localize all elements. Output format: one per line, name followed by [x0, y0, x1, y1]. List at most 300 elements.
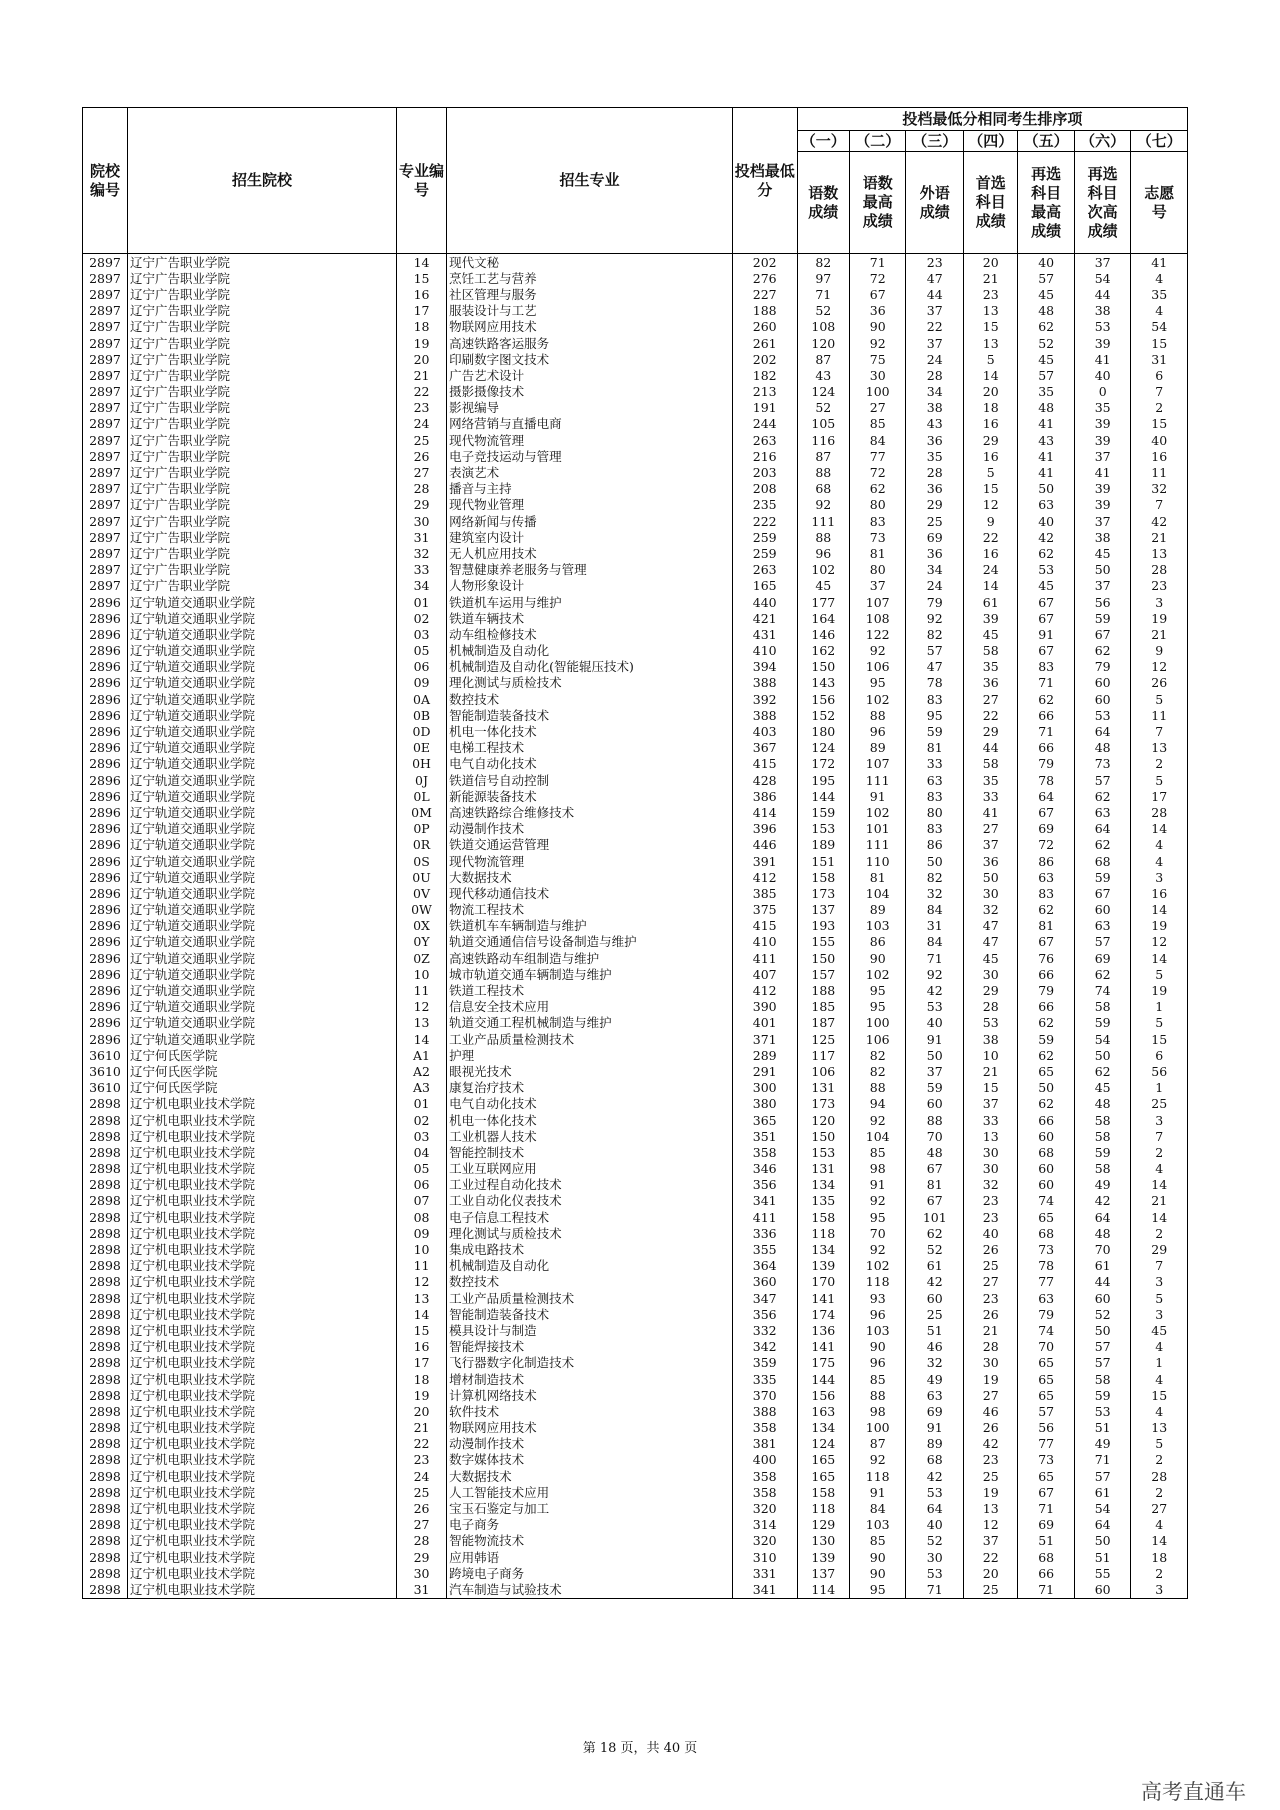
cell-major-code: 17: [396, 303, 446, 319]
cell-min-score: 263: [732, 562, 797, 578]
cell-score-chinese-math-max: 84: [849, 1500, 906, 1516]
cell-min-score: 386: [732, 788, 797, 804]
cell-score-foreign: 29: [906, 497, 964, 513]
cell-major-name: 工业自动化仪表技术: [447, 1193, 733, 1209]
cell-score-chinese-math: 137: [797, 1565, 849, 1581]
cell-score-elective-second: 45: [1074, 545, 1131, 561]
cell-preference-no: 4: [1131, 270, 1188, 286]
cell-score-chinese-math-max: 104: [849, 1128, 906, 1144]
cell-score-chinese-math-max: 104: [849, 885, 906, 901]
cell-score-elective-second: 62: [1074, 837, 1131, 853]
cell-score-elective-max: 50: [1018, 481, 1075, 497]
cell-score-first-subject: 15: [964, 319, 1018, 335]
cell-preference-no: 21: [1131, 529, 1188, 545]
table-row: [83, 643, 1188, 659]
cell-major-name: 数字媒体技术: [447, 1452, 733, 1468]
cell-major-name: 智能制造装备技术: [447, 1306, 733, 1322]
table-row: [83, 788, 1188, 804]
cell-score-elective-second: 51: [1074, 1420, 1131, 1436]
cell-score-chinese-math-max: 92: [849, 1241, 906, 1257]
table-row: [83, 610, 1188, 626]
cell-major-name: 现代物流管理: [447, 853, 733, 869]
cell-score-first-subject: 37: [964, 1096, 1018, 1112]
cell-school-name: 辽宁轨道交通职业学院: [127, 723, 396, 739]
cell-preference-no: 45: [1131, 1322, 1188, 1338]
cell-score-first-subject: 58: [964, 643, 1018, 659]
cell-score-foreign: 34: [906, 562, 964, 578]
cell-school-name: 辽宁广告职业学院: [127, 351, 396, 367]
cell-score-chinese-math: 134: [797, 1420, 849, 1436]
cell-score-elective-second: 60: [1074, 1290, 1131, 1306]
cell-preference-no: 1: [1131, 999, 1188, 1015]
header-min-score: 投档最低分: [732, 108, 797, 254]
cell-preference-no: 15: [1131, 416, 1188, 432]
cell-major-name: 人物形象设计: [447, 578, 733, 594]
cell-min-score: 401: [732, 1015, 797, 1031]
cell-score-chinese-math-max: 89: [849, 740, 906, 756]
cell-score-elective-max: 65: [1018, 1387, 1075, 1403]
cell-score-elective-max: 45: [1018, 286, 1075, 302]
cell-score-chinese-math: 131: [797, 1080, 849, 1096]
cell-score-chinese-math: 153: [797, 821, 849, 837]
cell-score-elective-second: 59: [1074, 1015, 1131, 1031]
cell-score-elective-second: 48: [1074, 1096, 1131, 1112]
cell-score-chinese-math: 92: [797, 497, 849, 513]
cell-major-name: 智能焊接技术: [447, 1339, 733, 1355]
cell-score-chinese-math-max: 90: [849, 1565, 906, 1581]
cell-score-elective-second: 54: [1074, 270, 1131, 286]
cell-school-name: 辽宁广告职业学院: [127, 286, 396, 302]
cell-preference-no: 4: [1131, 1339, 1188, 1355]
cell-score-chinese-math-max: 84: [849, 432, 906, 448]
cell-preference-no: 5: [1131, 772, 1188, 788]
cell-score-chinese-math: 124: [797, 384, 849, 400]
cell-school-name: 辽宁轨道交通职业学院: [127, 1031, 396, 1047]
cell-score-first-subject: 29: [964, 723, 1018, 739]
cell-school-code: 2896: [83, 918, 128, 934]
cell-school-name: 辽宁广告职业学院: [127, 578, 396, 594]
cell-score-elective-max: 63: [1018, 869, 1075, 885]
cell-major-code: 26: [396, 1500, 446, 1516]
cell-score-foreign: 32: [906, 885, 964, 901]
cell-score-foreign: 40: [906, 1517, 964, 1533]
cell-major-name: 印刷数字图文技术: [447, 351, 733, 367]
cell-min-score: 375: [732, 902, 797, 918]
cell-min-score: 364: [732, 1258, 797, 1274]
cell-score-foreign: 71: [906, 950, 964, 966]
cell-school-code: 2898: [83, 1306, 128, 1322]
cell-score-chinese-math-max: 98: [849, 1161, 906, 1177]
cell-score-elective-max: 67: [1018, 594, 1075, 610]
cell-major-name: 高速铁路客运服务: [447, 335, 733, 351]
cell-score-chinese-math-max: 96: [849, 1306, 906, 1322]
table-row: [83, 982, 1188, 998]
cell-score-foreign: 68: [906, 1452, 964, 1468]
cell-major-name: 铁道工程技术: [447, 982, 733, 998]
cell-score-foreign: 46: [906, 1339, 964, 1355]
cell-score-first-subject: 50: [964, 869, 1018, 885]
cell-min-score: 222: [732, 513, 797, 529]
cell-school-name: 辽宁轨道交通职业学院: [127, 610, 396, 626]
cell-score-elective-max: 43: [1018, 432, 1075, 448]
cell-score-elective-max: 59: [1018, 1031, 1075, 1047]
cell-score-chinese-math-max: 103: [849, 1517, 906, 1533]
cell-major-code: 0V: [396, 885, 446, 901]
cell-score-foreign: 86: [906, 837, 964, 853]
cell-score-first-subject: 29: [964, 432, 1018, 448]
table-row: [83, 659, 1188, 675]
cell-major-name: 城市轨道交通车辆制造与维护: [447, 966, 733, 982]
cell-score-elective-second: 60: [1074, 675, 1131, 691]
cell-major-code: 29: [396, 497, 446, 513]
cell-score-chinese-math-max: 88: [849, 1387, 906, 1403]
cell-score-elective-second: 50: [1074, 1533, 1131, 1549]
cell-score-foreign: 62: [906, 1225, 964, 1241]
cell-school-name: 辽宁广告职业学院: [127, 367, 396, 383]
table-row: [83, 950, 1188, 966]
cell-score-chinese-math-max: 87: [849, 1436, 906, 1452]
cell-major-code: 19: [396, 1387, 446, 1403]
cell-major-code: 06: [396, 659, 446, 675]
cell-major-code: 23: [396, 1452, 446, 1468]
cell-preference-no: 1: [1131, 1080, 1188, 1096]
cell-major-code: 13: [396, 1290, 446, 1306]
cell-score-chinese-math-max: 95: [849, 982, 906, 998]
cell-score-chinese-math: 131: [797, 1161, 849, 1177]
cell-major-code: 08: [396, 1209, 446, 1225]
cell-score-foreign: 92: [906, 610, 964, 626]
cell-major-name: 社区管理与服务: [447, 286, 733, 302]
cell-score-chinese-math: 124: [797, 1436, 849, 1452]
cell-score-elective-max: 79: [1018, 756, 1075, 772]
cell-major-name: 工业互联网应用: [447, 1161, 733, 1177]
cell-score-chinese-math-max: 73: [849, 529, 906, 545]
cell-score-chinese-math-max: 27: [849, 400, 906, 416]
cell-score-elective-max: 79: [1018, 1306, 1075, 1322]
cell-score-chinese-math-max: 91: [849, 1177, 906, 1193]
cell-preference-no: 14: [1131, 1177, 1188, 1193]
cell-score-chinese-math: 136: [797, 1322, 849, 1338]
cell-preference-no: 13: [1131, 1420, 1188, 1436]
cell-score-chinese-math-max: 81: [849, 869, 906, 885]
table-row: [83, 821, 1188, 837]
cell-school-code: 2896: [83, 772, 128, 788]
cell-preference-no: 3: [1131, 869, 1188, 885]
cell-school-code: 2896: [83, 869, 128, 885]
cell-school-code: 2898: [83, 1209, 128, 1225]
cell-major-name: 电子信息工程技术: [447, 1209, 733, 1225]
cell-school-name: 辽宁机电职业技术学院: [127, 1581, 396, 1598]
header-major-name: 招生专业: [447, 108, 733, 254]
cell-score-elective-max: 66: [1018, 707, 1075, 723]
cell-school-name: 辽宁轨道交通职业学院: [127, 982, 396, 998]
cell-score-chinese-math-max: 95: [849, 675, 906, 691]
cell-preference-no: 16: [1131, 885, 1188, 901]
cell-preference-no: 3: [1131, 1274, 1188, 1290]
cell-school-name: 辽宁机电职业技术学院: [127, 1128, 396, 1144]
cell-score-elective-max: 62: [1018, 545, 1075, 561]
cell-min-score: 365: [732, 1112, 797, 1128]
table-row: [83, 384, 1188, 400]
cell-score-foreign: 84: [906, 934, 964, 950]
cell-school-name: 辽宁机电职业技术学院: [127, 1225, 396, 1241]
cell-school-name: 辽宁何氏医学院: [127, 1080, 396, 1096]
cell-score-chinese-math-max: 86: [849, 934, 906, 950]
cell-score-first-subject: 46: [964, 1403, 1018, 1419]
cell-major-name: 机械制造及自动化: [447, 643, 733, 659]
cell-major-name: 现代移动通信技术: [447, 885, 733, 901]
cell-preference-no: 31: [1131, 351, 1188, 367]
cell-school-code: 2898: [83, 1549, 128, 1565]
cell-min-score: 346: [732, 1161, 797, 1177]
cell-min-score: 213: [732, 384, 797, 400]
cell-score-foreign: 53: [906, 1484, 964, 1500]
cell-score-chinese-math-max: 118: [849, 1468, 906, 1484]
cell-score-chinese-math: 159: [797, 804, 849, 820]
cell-score-foreign: 82: [906, 626, 964, 642]
cell-major-name: 无人机应用技术: [447, 545, 733, 561]
cell-score-first-subject: 24: [964, 562, 1018, 578]
cell-score-elective-second: 54: [1074, 1500, 1131, 1516]
cell-min-score: 412: [732, 869, 797, 885]
cell-major-name: 数控技术: [447, 1274, 733, 1290]
cell-score-elective-max: 67: [1018, 643, 1075, 659]
cell-preference-no: 42: [1131, 513, 1188, 529]
table-row: [83, 1565, 1188, 1581]
cell-school-name: 辽宁轨道交通职业学院: [127, 837, 396, 853]
cell-score-elective-second: 48: [1074, 1225, 1131, 1241]
cell-score-chinese-math: 82: [797, 254, 849, 271]
cell-score-foreign: 57: [906, 643, 964, 659]
cell-major-code: A1: [396, 1047, 446, 1063]
cell-score-elective-second: 37: [1074, 254, 1131, 271]
cell-major-code: 15: [396, 1322, 446, 1338]
cell-major-name: 广告艺术设计: [447, 367, 733, 383]
cell-score-foreign: 83: [906, 691, 964, 707]
cell-major-name: 大数据技术: [447, 1468, 733, 1484]
cell-preference-no: 28: [1131, 562, 1188, 578]
cell-score-first-subject: 44: [964, 740, 1018, 756]
cell-score-elective-max: 63: [1018, 1290, 1075, 1306]
cell-school-code: 2897: [83, 254, 128, 271]
cell-score-chinese-math: 150: [797, 1128, 849, 1144]
cell-school-name: 辽宁广告职业学院: [127, 448, 396, 464]
header-sub-6: 再选科目次高成绩: [1074, 152, 1131, 254]
cell-school-name: 辽宁机电职业技术学院: [127, 1241, 396, 1257]
cell-score-chinese-math: 141: [797, 1290, 849, 1306]
cell-major-name: 信息安全技术应用: [447, 999, 733, 1015]
cell-score-elective-max: 57: [1018, 367, 1075, 383]
cell-score-elective-second: 69: [1074, 950, 1131, 966]
table-row: [83, 626, 1188, 642]
cell-school-name: 辽宁机电职业技术学院: [127, 1371, 396, 1387]
cell-score-first-subject: 9: [964, 513, 1018, 529]
cell-score-foreign: 36: [906, 545, 964, 561]
table-row: [83, 594, 1188, 610]
cell-major-name: 模具设计与制造: [447, 1322, 733, 1338]
cell-preference-no: 18: [1131, 1549, 1188, 1565]
cell-preference-no: 7: [1131, 384, 1188, 400]
table-row: [83, 966, 1188, 982]
cell-min-score: 421: [732, 610, 797, 626]
cell-score-chinese-math: 189: [797, 837, 849, 853]
cell-school-name: 辽宁轨道交通职业学院: [127, 659, 396, 675]
table-row: [83, 562, 1188, 578]
cell-major-name: 机电一体化技术: [447, 723, 733, 739]
cell-score-chinese-math-max: 96: [849, 1355, 906, 1371]
cell-score-chinese-math-max: 102: [849, 1258, 906, 1274]
cell-min-score: 347: [732, 1290, 797, 1306]
cell-score-first-subject: 30: [964, 885, 1018, 901]
cell-score-elective-second: 60: [1074, 1581, 1131, 1598]
cell-score-chinese-math: 152: [797, 707, 849, 723]
table-row: [83, 691, 1188, 707]
cell-min-score: 208: [732, 481, 797, 497]
cell-score-first-subject: 19: [964, 1371, 1018, 1387]
cell-score-foreign: 31: [906, 918, 964, 934]
table-row: [83, 1225, 1188, 1241]
cell-min-score: 263: [732, 432, 797, 448]
cell-score-foreign: 101: [906, 1209, 964, 1225]
cell-score-foreign: 47: [906, 659, 964, 675]
cell-score-elective-max: 56: [1018, 1420, 1075, 1436]
cell-score-chinese-math: 156: [797, 691, 849, 707]
cell-school-code: 2898: [83, 1403, 128, 1419]
cell-major-code: 21: [396, 367, 446, 383]
cell-preference-no: 21: [1131, 626, 1188, 642]
table-row: [83, 1420, 1188, 1436]
cell-preference-no: 56: [1131, 1063, 1188, 1079]
cell-school-code: 2896: [83, 804, 128, 820]
cell-min-score: 431: [732, 626, 797, 642]
cell-score-foreign: 79: [906, 594, 964, 610]
cell-score-chinese-math-max: 106: [849, 1031, 906, 1047]
cell-major-name: 护理: [447, 1047, 733, 1063]
cell-school-name: 辽宁机电职业技术学院: [127, 1177, 396, 1193]
table-row: [83, 1258, 1188, 1274]
cell-score-first-subject: 10: [964, 1047, 1018, 1063]
cell-score-elective-max: 62: [1018, 1096, 1075, 1112]
cell-score-elective-max: 63: [1018, 497, 1075, 513]
cell-major-code: 09: [396, 1225, 446, 1241]
cell-score-first-subject: 36: [964, 853, 1018, 869]
cell-score-elective-second: 58: [1074, 1161, 1131, 1177]
cell-major-code: 28: [396, 1533, 446, 1549]
cell-score-first-subject: 37: [964, 837, 1018, 853]
cell-score-chinese-math-max: 93: [849, 1290, 906, 1306]
cell-score-first-subject: 33: [964, 1112, 1018, 1128]
cell-major-code: 0R: [396, 837, 446, 853]
cell-school-name: 辽宁广告职业学院: [127, 254, 396, 271]
cell-score-elective-max: 67: [1018, 804, 1075, 820]
table-row: [83, 837, 1188, 853]
cell-score-elective-second: 37: [1074, 513, 1131, 529]
cell-min-score: 314: [732, 1517, 797, 1533]
cell-score-first-subject: 23: [964, 1193, 1018, 1209]
cell-major-name: 表演艺术: [447, 464, 733, 480]
cell-score-chinese-math: 174: [797, 1306, 849, 1322]
cell-score-elective-max: 62: [1018, 1015, 1075, 1031]
cell-score-elective-max: 65: [1018, 1355, 1075, 1371]
cell-preference-no: 3: [1131, 1112, 1188, 1128]
cell-school-name: 辽宁轨道交通职业学院: [127, 902, 396, 918]
cell-score-elective-max: 83: [1018, 885, 1075, 901]
cell-score-first-subject: 16: [964, 545, 1018, 561]
cell-school-code: 2897: [83, 432, 128, 448]
cell-school-code: 2898: [83, 1144, 128, 1160]
cell-score-first-subject: 25: [964, 1468, 1018, 1484]
cell-score-elective-max: 48: [1018, 303, 1075, 319]
cell-score-chinese-math: 141: [797, 1339, 849, 1355]
cell-score-foreign: 37: [906, 1063, 964, 1079]
cell-preference-no: 9: [1131, 643, 1188, 659]
cell-major-name: 智慧健康养老服务与管理: [447, 562, 733, 578]
cell-score-first-subject: 14: [964, 367, 1018, 383]
cell-min-score: 381: [732, 1436, 797, 1452]
cell-school-name: 辽宁广告职业学院: [127, 400, 396, 416]
cell-score-elective-max: 71: [1018, 1500, 1075, 1516]
cell-preference-no: 2: [1131, 1144, 1188, 1160]
cell-score-elective-second: 73: [1074, 756, 1131, 772]
header-major-code: 专业编号: [396, 108, 446, 254]
cell-score-elective-max: 67: [1018, 610, 1075, 626]
cell-score-chinese-math-max: 72: [849, 464, 906, 480]
cell-score-chinese-math-max: 101: [849, 821, 906, 837]
cell-major-code: 04: [396, 1144, 446, 1160]
cell-min-score: 342: [732, 1339, 797, 1355]
cell-score-chinese-math-max: 102: [849, 966, 906, 982]
table-row: [83, 464, 1188, 480]
header-sub-1: 语数成绩: [797, 152, 849, 254]
cell-score-foreign: 37: [906, 335, 964, 351]
cell-score-foreign: 24: [906, 578, 964, 594]
cell-score-chinese-math: 139: [797, 1258, 849, 1274]
cell-school-name: 辽宁机电职业技术学院: [127, 1096, 396, 1112]
cell-score-elective-max: 48: [1018, 400, 1075, 416]
cell-score-first-subject: 36: [964, 675, 1018, 691]
cell-score-foreign: 43: [906, 416, 964, 432]
cell-score-chinese-math-max: 111: [849, 772, 906, 788]
cell-score-chinese-math: 137: [797, 902, 849, 918]
cell-min-score: 355: [732, 1241, 797, 1257]
cell-min-score: 165: [732, 578, 797, 594]
cell-score-foreign: 49: [906, 1371, 964, 1387]
cell-score-foreign: 84: [906, 902, 964, 918]
cell-score-elective-max: 60: [1018, 1128, 1075, 1144]
cell-score-chinese-math-max: 102: [849, 804, 906, 820]
cell-score-elective-second: 41: [1074, 351, 1131, 367]
cell-score-chinese-math-max: 90: [849, 1339, 906, 1355]
cell-school-name: 辽宁机电职业技术学院: [127, 1468, 396, 1484]
cell-score-elective-max: 66: [1018, 1112, 1075, 1128]
cell-major-code: 30: [396, 1565, 446, 1581]
cell-score-foreign: 53: [906, 1565, 964, 1581]
cell-score-first-subject: 37: [964, 1533, 1018, 1549]
table-row: [83, 1112, 1188, 1128]
cell-score-elective-max: 81: [1018, 918, 1075, 934]
cell-score-foreign: 80: [906, 804, 964, 820]
cell-major-code: 21: [396, 1420, 446, 1436]
cell-school-code: 2898: [83, 1177, 128, 1193]
cell-min-score: 259: [732, 545, 797, 561]
cell-score-first-subject: 23: [964, 1452, 1018, 1468]
cell-score-foreign: 81: [906, 1177, 964, 1193]
cell-min-score: 428: [732, 772, 797, 788]
cell-min-score: 235: [732, 497, 797, 513]
cell-school-code: 2896: [83, 756, 128, 772]
table-row: [83, 1209, 1188, 1225]
cell-major-code: 20: [396, 351, 446, 367]
